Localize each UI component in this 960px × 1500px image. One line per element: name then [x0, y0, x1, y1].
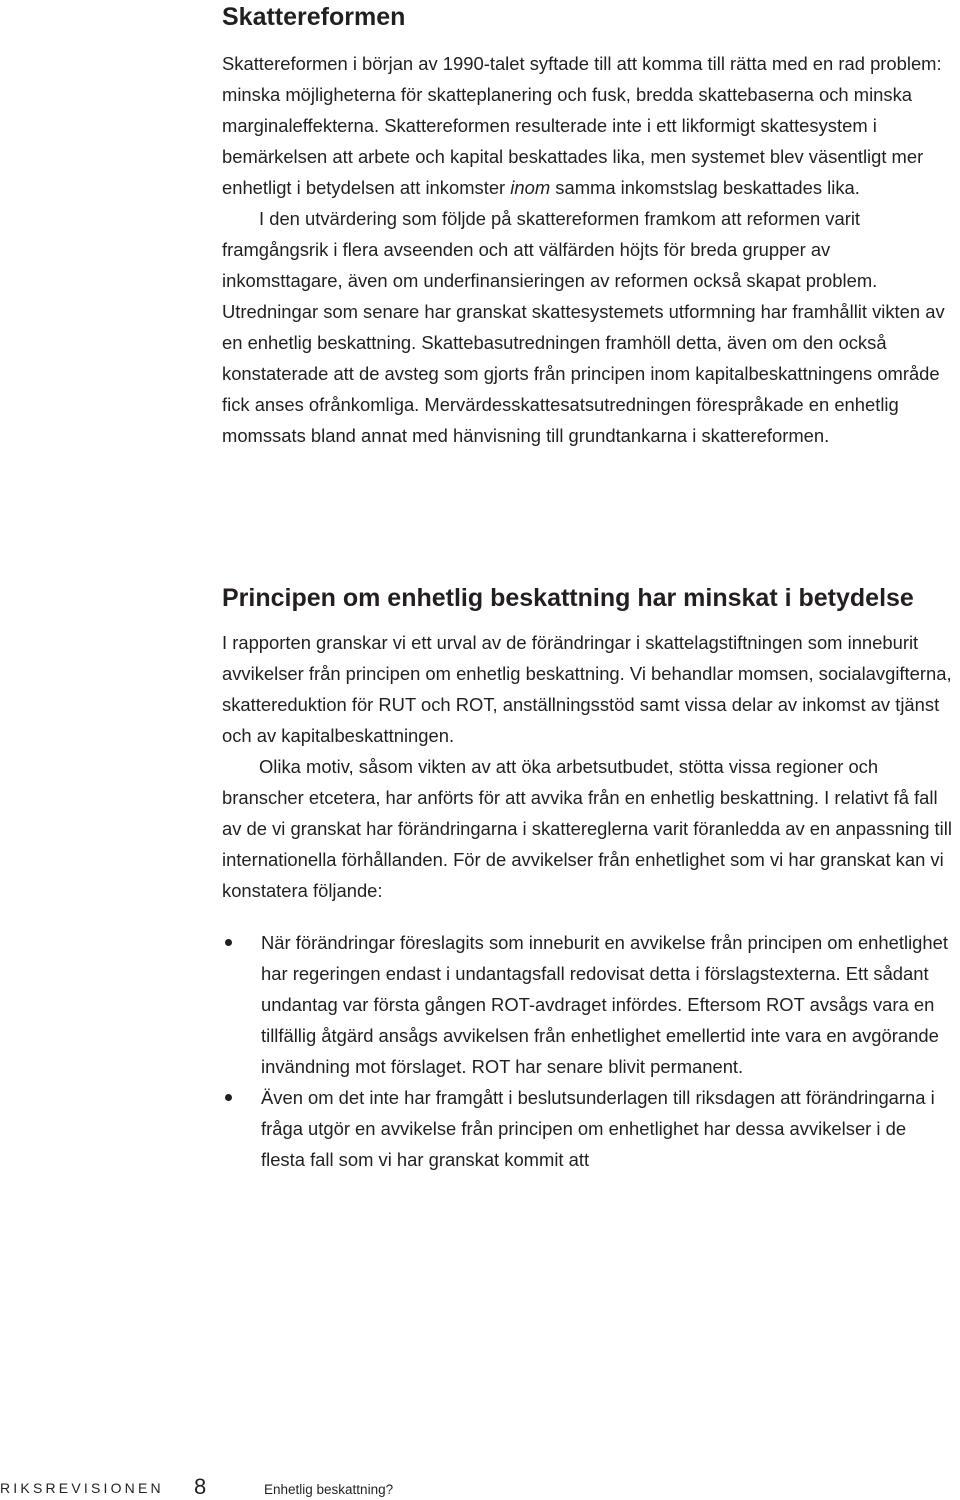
page-number: 8	[194, 1474, 207, 1499]
paragraph-text: samma inkomstslag beskattades lika.	[550, 177, 860, 198]
paragraph: I rapporten granskar vi ett urval av de förändringar i skattelagstiftningen som inneburit avvikelser från principen om enhetlig beskattning. Vi behandlar momsen, socialavgifterna, skattereduktion för RUT och ROT, anställningsstöd samt vissa delar av inkomst av tjänst och av kapitalbeskattningen.	[222, 632, 952, 746]
section-heading-skattereformen: Skattereformen	[222, 3, 406, 31]
list-item-text: När förändringar föreslagits som inneburit en avvikelse från principen om enhetlighet har regeringen endast i undantagsfall redovisat detta i förslagstexterna. Ett sådant undantag var första gången ROT-avdraget infördes. Eftersom ROT avsågs vara en tillfällig åtgärd ansågs avvikelsen från enhetlighet emellertid inte vara en avgörande invändning mot förslaget. ROT har senare blivit permanent.	[261, 932, 948, 1077]
list-item-text: Även om det inte har framgått i beslutsunderlagen till riksdagen att förändringarna i fråga utgör en avvikelse från principen om enhetlighet har dessa avvikelser i de flesta fall som vi har granskat kommit att	[261, 1087, 935, 1170]
bullet-icon	[225, 939, 232, 946]
paragraph: Olika motiv, såsom vikten av att öka arbetsutbudet, stötta vissa regioner och branscher etcetera, har anförts för att avvika från en enhetlig beskattning. I relativt få fall av de vi granskat har förändringarna i skattereglerna varit föranledda av en anpassning till internationella förhållanden. För de avvikelser från enhetlighet som vi har granskat kan vi konstatera följande:	[222, 756, 952, 901]
footer-document-title: Enhetlig beskattning?	[264, 1482, 394, 1497]
page-content	[222, 0, 952, 1170]
bullet-list	[222, 927, 952, 1175]
paragraph-text: Skattereformen i början av 1990-talet syftade till att komma till rätta med en rad problem: minska möjligheterna för skatteplanering och fusk, bredda skattebaserna och minska marginaleffekterna. Skattereformen resulterade inte i ett likformigt skattesystem i bemärkelsen att arbete och kapital beskattades lika, men systemet blev väsentligt mer enhetligt i betydelsen att inkomster	[222, 53, 942, 198]
list-item	[222, 1082, 952, 1175]
paragraph	[222, 48, 952, 203]
section-principen	[222, 583, 952, 1175]
section-heading-principen: Principen om enhetlig beskattning har minskat i betydelse	[222, 584, 914, 612]
emphasis-text: inom	[510, 177, 551, 198]
page-footer	[0, 1474, 960, 1499]
footer-organization: RIKSREVISIONEN	[0, 1480, 164, 1496]
bullet-icon	[225, 1094, 232, 1101]
paragraph: I den utvärdering som följde på skattereformen framkom att reformen varit framgångsrik i flera avseenden och att välfärden höjts för breda grupper av inkomsttagare, även om underfinansieringen av reformen också skapat problem. Utredningar som senare har granskat skattesystemets utformning har framhållit vikten av en enhetlig beskattning. Skattebasutredningen framhöll detta, även om den också konstaterade att de avsteg som gjorts från principen inom kapitalbeskattningens område fick anses ofrånkomliga. Mervärdesskattesatsutredningen förespråkade en enhetlig momssats bland annat med hänvisning till grundtankarna i skattereformen.	[222, 208, 945, 446]
list-item	[222, 927, 952, 1082]
